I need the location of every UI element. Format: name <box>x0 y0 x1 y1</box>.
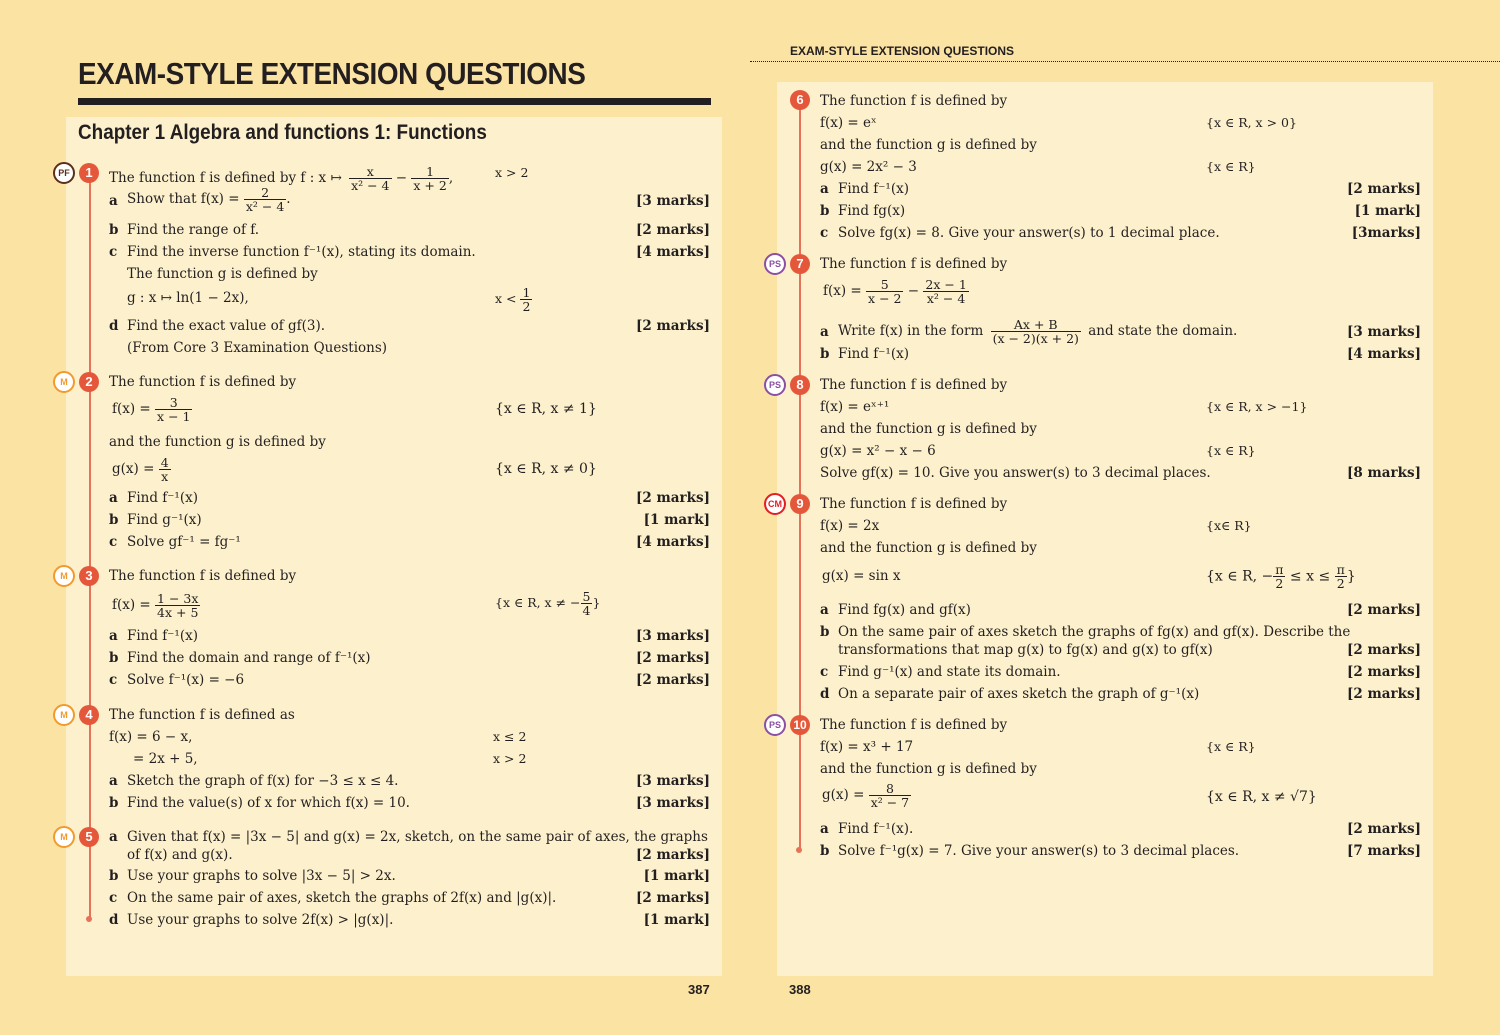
title-rule <box>78 98 711 105</box>
part-label: c <box>109 244 118 260</box>
period: . <box>286 191 291 207</box>
question-stem: The function f is defined by <box>820 377 1008 393</box>
marks: [4 marks] <box>1347 346 1421 362</box>
stem-text: The function f is defined by f : x ↦ <box>109 170 342 186</box>
fraction-denominator: 2 <box>522 299 531 314</box>
marks: [4 marks] <box>636 244 710 260</box>
definition-text: g(x) = <box>822 787 865 803</box>
cm-badge: CM <box>764 493 786 515</box>
function-definition: f(x) = eˣ <box>820 115 877 131</box>
function-definition <box>823 278 969 305</box>
part-label: b <box>109 650 119 666</box>
part-text: Solve f⁻¹(x) = −6 <box>127 672 245 688</box>
dotted-rule <box>750 61 1500 62</box>
part-text: Find the exact value of gf(3). <box>127 318 326 334</box>
function-definition: = 2x + 5, <box>133 751 198 767</box>
marks: [2 marks] <box>636 222 710 238</box>
question-rule <box>89 172 91 919</box>
domain-text: x < <box>495 291 517 306</box>
domain: x ≤ 2 <box>493 729 527 744</box>
marks: [4 marks] <box>636 534 710 550</box>
part-text: On a separate pair of axes sketch the graph of g⁻¹(x) <box>838 686 1200 702</box>
part-text-span: Show that f(x) = <box>127 191 240 207</box>
fraction-numerator: x <box>349 165 391 179</box>
fraction-denominator: x − 2 <box>868 291 902 306</box>
domain-text: ≤ x ≤ <box>1289 568 1331 585</box>
marks: [2 marks] <box>1347 181 1421 197</box>
part-text: Find f⁻¹(x). <box>838 821 914 837</box>
ps-badge: PS <box>764 253 786 275</box>
marks: [2 marks] <box>636 318 710 334</box>
part-text: Find f⁻¹(x) <box>838 346 909 362</box>
fraction <box>349 165 391 192</box>
fraction <box>155 592 200 619</box>
fraction-denominator: (x − 2)(x + 2) <box>992 331 1079 346</box>
part-text: Find f⁻¹(x) <box>838 181 909 197</box>
domain-text: {x ∈ R, x ≠ − <box>495 595 581 610</box>
part-label: a <box>109 628 118 644</box>
marks: [2 marks] <box>636 650 710 666</box>
part-label: a <box>820 821 829 837</box>
domain: {x ∈ R, x ≠ 0} <box>495 461 597 477</box>
question-stem: The function f is defined by <box>820 93 1008 109</box>
part-text: Sketch the graph of f(x) for −3 ≤ x ≤ 4. <box>127 773 399 789</box>
part-text: Solve f⁻¹g(x) = 7. Give your answer(s) to 3 decimal places. <box>838 843 1240 859</box>
marks: [3 marks] <box>636 773 710 789</box>
fraction <box>159 456 171 483</box>
ps-badge: PS <box>764 714 786 736</box>
m-badge: M <box>53 826 75 848</box>
fraction-denominator: 4 <box>582 603 591 618</box>
part-text: Find the range of f. <box>127 222 260 238</box>
function-definition <box>112 592 200 619</box>
function-definition <box>112 396 192 423</box>
fraction <box>991 318 1081 345</box>
fraction-numerator: 2 <box>244 186 286 200</box>
function-definition <box>112 456 171 483</box>
question-number: 8 <box>790 375 810 395</box>
page-title: EXAM-STYLE EXTENSION QUESTIONS <box>78 56 586 91</box>
fraction <box>869 782 911 809</box>
domain: {x ∈ R, x ≠ √7} <box>1206 789 1317 805</box>
fraction <box>866 278 903 305</box>
fraction-denominator: 2 <box>1336 576 1345 591</box>
question-text: and the function g is defined by <box>820 421 1037 437</box>
part-text: Find the value(s) of x for which f(x) = 10. <box>127 795 410 811</box>
part-text: Find f⁻¹(x) <box>127 628 198 644</box>
page-number: 388 <box>789 982 811 997</box>
part-text: On the same pair of axes, sketch the graphs of 2f(x) and |g(x)|. <box>127 890 557 906</box>
marks: [3 marks] <box>636 795 710 811</box>
marks: [3 marks] <box>636 193 710 209</box>
part-label: b <box>109 868 119 884</box>
definition-text: g(x) = <box>112 461 155 477</box>
part-label: a <box>820 324 829 340</box>
ps-badge: PS <box>764 374 786 396</box>
definition-text: f(x) = <box>112 597 151 613</box>
question-rule <box>799 100 801 850</box>
part-label: a <box>109 193 118 209</box>
fraction <box>923 278 968 305</box>
fraction-denominator: x² − 4 <box>926 291 966 306</box>
marks: [2 marks] <box>1347 686 1421 702</box>
marks: [1 mark] <box>643 868 710 884</box>
part-label: b <box>109 512 119 528</box>
m-badge: M <box>53 704 75 726</box>
question-number: 4 <box>79 705 99 725</box>
fraction <box>581 590 593 617</box>
question-number: 3 <box>79 566 99 586</box>
domain-text: {x ∈ R, − <box>1206 568 1274 585</box>
fraction-numerator: 5 <box>582 589 591 604</box>
part-label: a <box>820 181 829 197</box>
domain: {x ∈ R, x ≠ 1} <box>495 401 597 417</box>
part-text: Given that f(x) = |3x − 5| and g(x) = 2x, sketch, on the same pair of axes, the graphs <box>127 829 708 845</box>
fraction-numerator: Ax + B <box>991 318 1081 332</box>
part-text-span: and state the domain. <box>1088 323 1238 339</box>
part-label: a <box>109 829 118 845</box>
marks: [2 marks] <box>1347 602 1421 618</box>
fraction-denominator: x − 1 <box>157 409 191 424</box>
part-text-continued: transformations that map g(x) to fg(x) and g(x) to gf(x) <box>838 642 1213 658</box>
domain: {x ∈ R} <box>1206 443 1256 458</box>
question-number: 7 <box>790 254 810 274</box>
function-definition: f(x) = x³ + 17 <box>820 739 914 755</box>
part-text: Find the domain and range of f⁻¹(x) <box>127 650 371 666</box>
marks: [2 marks] <box>1347 821 1421 837</box>
m-badge: M <box>53 565 75 587</box>
part-text <box>127 186 291 213</box>
domain <box>495 286 532 313</box>
part-label: b <box>820 203 830 219</box>
question-text: The function g is defined by <box>127 266 318 282</box>
question-number: 2 <box>79 372 99 392</box>
part-label: a <box>109 773 118 789</box>
domain: {x ∈ R, x > −1} <box>1206 399 1308 414</box>
fraction <box>520 286 532 313</box>
part-text: Find g⁻¹(x) <box>127 512 202 528</box>
domain-text: } <box>592 595 601 610</box>
domain: x > 2 <box>493 751 527 766</box>
marks: [3 marks] <box>1347 324 1421 340</box>
question-stem: The function f is defined by <box>820 717 1008 733</box>
part-label: c <box>109 534 118 550</box>
part-text: Find fg(x) <box>838 203 906 219</box>
question-number: 1 <box>79 163 99 183</box>
question-stem: The function f is defined by <box>109 374 297 390</box>
domain: {x ∈ R} <box>1206 739 1256 754</box>
part-label: c <box>820 664 829 680</box>
fraction-denominator: x² − 7 <box>870 795 910 810</box>
pf-badge: PF <box>53 162 75 184</box>
part-text: On the same pair of axes sketch the graphs of fg(x) and gf(x). Describe the <box>838 624 1351 640</box>
marks: [2 marks] <box>636 890 710 906</box>
domain <box>495 590 600 617</box>
m-badge: M <box>53 371 75 393</box>
part-text <box>838 318 1237 345</box>
part-label: c <box>109 890 118 906</box>
marks: [3 marks] <box>636 628 710 644</box>
part-text: Find f⁻¹(x) <box>127 490 198 506</box>
part-label: d <box>109 912 119 928</box>
fraction-numerator: π <box>1336 562 1345 577</box>
marks: [3marks] <box>1351 225 1421 241</box>
fraction <box>155 396 192 423</box>
question-text: and the function g is defined by <box>820 137 1037 153</box>
fraction-denominator: 2 <box>1275 576 1284 591</box>
domain-text: } <box>1346 568 1356 585</box>
domain <box>1206 563 1356 590</box>
marks: [1 mark] <box>643 512 710 528</box>
part-label: c <box>820 225 829 241</box>
minus-sign: − <box>395 170 408 186</box>
part-label: b <box>820 346 830 362</box>
function-definition: g(x) = sin x <box>822 568 901 584</box>
question-text: and the function g is defined by <box>820 761 1037 777</box>
question-rule-end <box>796 847 802 853</box>
part-label: c <box>109 672 118 688</box>
function-definition: g : x ↦ ln(1 − 2x), <box>127 290 249 306</box>
part-text: Find fg(x) and gf(x) <box>838 602 971 618</box>
part-text: Use your graphs to solve 2f(x) > |g(x)|. <box>127 912 394 928</box>
part-label: d <box>820 686 830 702</box>
running-head: EXAM-STYLE EXTENSION QUESTIONS <box>790 44 1015 58</box>
question-stem: The function f is defined as <box>109 707 295 723</box>
marks: [2 marks] <box>1347 664 1421 680</box>
domain: {x ∈ R, x > 0} <box>1206 115 1297 130</box>
question-stem: The function f is defined by <box>820 256 1008 272</box>
question-number: 6 <box>790 90 810 110</box>
right-page <box>750 0 1500 1035</box>
fraction-numerator: 1 <box>411 165 448 179</box>
part-text: Solve gf⁻¹ = fg⁻¹ <box>127 534 241 550</box>
function-definition <box>822 782 911 809</box>
comma: , <box>448 170 454 186</box>
fraction <box>1273 563 1285 590</box>
domain: {x∈ R} <box>1206 518 1252 533</box>
definition-text: f(x) = <box>112 401 151 417</box>
fraction-denominator: x <box>161 469 169 484</box>
fraction-denominator: x + 2 <box>413 178 447 193</box>
marks: [1 mark] <box>643 912 710 928</box>
part-text-span: Write f(x) in the form <box>838 323 984 339</box>
fraction <box>244 186 286 213</box>
part-label: b <box>820 843 830 859</box>
question-text: Solve gf(x) = 10. Give you answer(s) to 3 decimal places. <box>820 465 1211 481</box>
fraction-numerator: 2x − 1 <box>925 277 967 292</box>
question-number: 9 <box>790 494 810 514</box>
function-definition: f(x) = eˣ⁺¹ <box>820 399 890 415</box>
part-label: b <box>109 795 119 811</box>
function-definition: g(x) = x² − x − 6 <box>820 443 936 459</box>
question-text: and the function g is defined by <box>820 540 1037 556</box>
page-number: 387 <box>688 982 710 997</box>
fraction <box>1335 563 1347 590</box>
question-text: and the function g is defined by <box>109 434 326 450</box>
source-note: (From Core 3 Examination Questions) <box>127 340 388 356</box>
fraction-denominator: x² − 4 <box>245 199 285 214</box>
marks: [8 marks] <box>1347 465 1421 481</box>
chapter-title: Chapter 1 Algebra and functions 1: Functions <box>78 121 487 144</box>
fraction-numerator: 3 <box>155 396 192 410</box>
fraction-denominator: 4x + 5 <box>157 605 199 620</box>
marks: [2 marks] <box>636 490 710 506</box>
function-definition: f(x) = 6 − x, <box>109 729 193 745</box>
function-definition: f(x) = 2x <box>820 518 880 534</box>
fraction-numerator: 1 <box>522 285 531 300</box>
definition-text: f(x) = <box>823 283 862 299</box>
question-number: 10 <box>790 715 810 735</box>
part-label: a <box>109 490 118 506</box>
question-stem: The function f is defined by <box>820 496 1008 512</box>
part-text: Find g⁻¹(x) and state its domain. <box>838 664 1061 680</box>
part-label: b <box>109 222 119 238</box>
fraction-numerator: 5 <box>866 278 903 292</box>
marks: [7 marks] <box>1347 843 1421 859</box>
part-label: d <box>109 318 119 334</box>
fraction-numerator: 4 <box>160 455 169 470</box>
domain: x > 2 <box>495 165 529 180</box>
marks: [2 marks] <box>636 847 710 863</box>
part-label: a <box>820 602 829 618</box>
part-text-continued: of f(x) and g(x). <box>127 847 233 863</box>
question-stem: The function f is defined by <box>109 568 297 584</box>
function-definition: g(x) = 2x² − 3 <box>820 159 917 175</box>
marks: [2 marks] <box>1347 642 1421 658</box>
minus-sign: − <box>907 283 920 299</box>
fraction-denominator: x² − 4 <box>351 178 390 193</box>
marks: [1 mark] <box>1354 203 1421 219</box>
marks: [2 marks] <box>636 672 710 688</box>
fraction <box>411 165 448 192</box>
domain: {x ∈ R} <box>1206 159 1256 174</box>
part-text: Solve fg(x) = 8. Give your answer(s) to 1 decimal place. <box>838 225 1220 241</box>
part-label: b <box>820 624 830 640</box>
question-number: 5 <box>79 827 99 847</box>
part-text: Find the inverse function f⁻¹(x), stating its domain. <box>127 244 476 260</box>
fraction-numerator: π <box>1275 562 1284 577</box>
question-rule-end <box>86 916 92 922</box>
fraction-numerator: 1 − 3x <box>157 591 199 606</box>
fraction-numerator: 8 <box>869 782 911 796</box>
part-text: Use your graphs to solve |3x − 5| > 2x. <box>127 868 396 884</box>
